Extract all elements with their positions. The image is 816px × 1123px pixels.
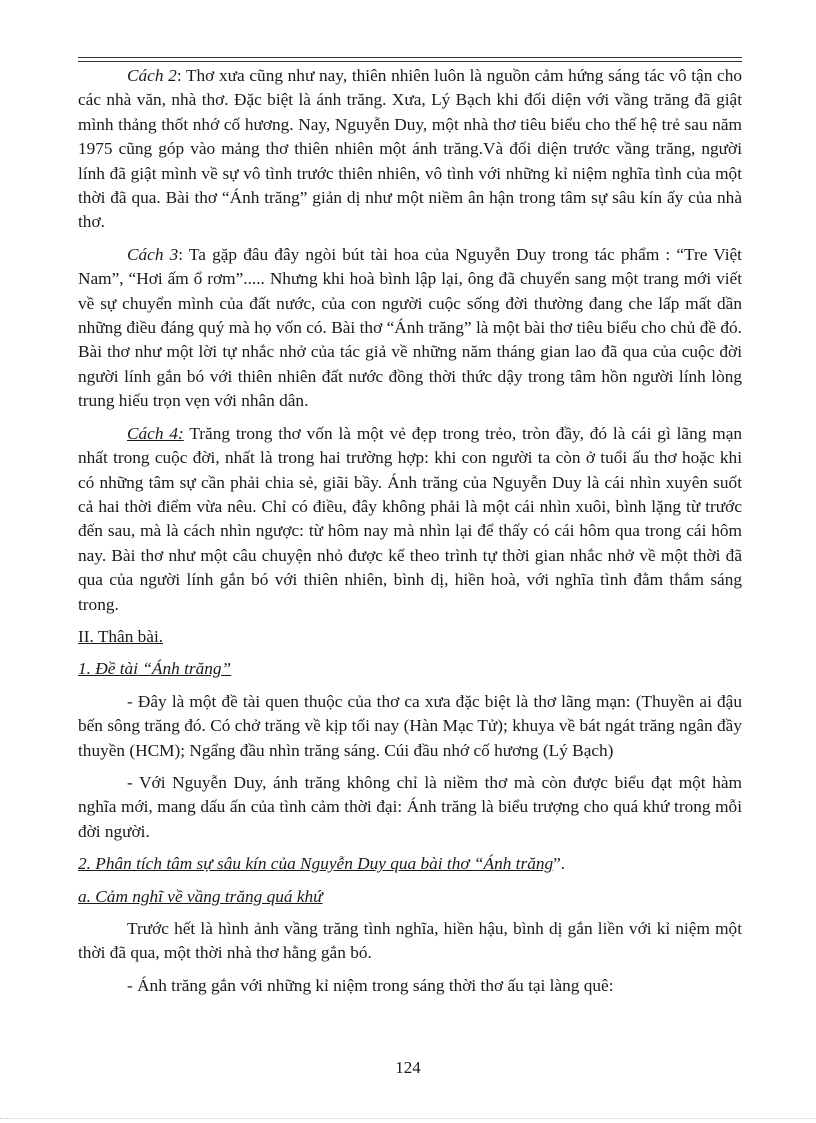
paragraph-cach-2 xyxy=(78,64,742,235)
sub-heading-analysis: 2. Phân tích tâm sự sâu kín của Nguyễn Duy qua bài thơ “Ánh trăng”. xyxy=(78,854,566,874)
paragraph-lead: Cách 4: xyxy=(127,423,184,443)
paragraph-childhood: - Ánh trăng gắn với những kỉ niệm trong sáng thời thơ ấu tại làng quê: xyxy=(127,975,614,995)
paragraph-text: Trăng trong thơ vốn là một vẻ đẹp trong trẻo, tròn đầy, đó là cái gì lãng mạn nhất trong cuộc đời, nhất là trong hai trường hợp: khi con người ta còn ở tuổi ấu thơ hoặc khi có những tâm sự cần phải chia sẻ, giãi bầy. Ánh trăng của Nguyễn Duy là cái nhìn xuyên suốt cả hai thời điểm vừa nêu. Chỉ có điều, đây không phải là một cái nhìn xuôi, bình lặng từ trước đến sau, mà là cách nhìn ngược: từ hôm nay mà nhìn lại để thấy có cái hôm qua trong cái hôm nay. Bài thơ như một câu chuyện nhỏ được kể theo trình tự thời gian nhắc nhở về một thời đã qua của người lính gắn bó với thiên nhiên, bình dị, hiền hoà, với nghĩa tình đằm thắm sáng trong. xyxy=(78,423,743,614)
paragraph-cach-3 xyxy=(78,243,742,414)
paragraph-topic-2: - Với Nguyễn Duy, ánh trăng không chỉ là niềm thơ mà còn được biểu đạt một hàm nghĩa mới, mang dấu ấn của tình cảm thời đại: Ánh trăng là biểu trượng cho quá khứ trong mỗi đời người. xyxy=(78,772,742,841)
page-body xyxy=(78,64,742,1006)
paragraph-lead: Cách 3 xyxy=(127,244,179,264)
header-rule-top xyxy=(78,57,742,58)
paragraph-topic-1: - Đây là một đề tài quen thuộc của thơ ca xưa đặc biệt là thơ lãng mạn: (Thuyền ai đậu bến sông trăng đó. Có chở trăng về kịp tối nay (Hàn Mạc Tử); khuya về bát ngát trăng ngân đầy thuyền (HCM); Ngẩng đầu nhìn trăng sáng. Cúi đầu nhớ cố hương (Lý Bạch) xyxy=(78,691,742,760)
paragraph-text: : Thơ xưa cũng như nay, thiên nhiên luôn là nguồn cảm hứng sáng tác vô tận cho các nhà văn, nhà thơ. Đặc biệt là ánh trăng. Xưa, Lý Bạch khi đối diện với vầng trăng đã giật mình thảng thốt nhớ cố hương. Nay, Nguyễn Duy, một nhà thơ tiêu biểu cho thế hệ trẻ sau năm 1975 cũng góp vào mảng thơ thiên nhiên một ánh trăng.Và đối diện trước vầng trăng, người lính đã giật mình về sự vô tình trước thiên nhiên, vô tình với những kỉ niệm nghĩa tình của một thời đã qua. Bài thơ “Ánh trăng” giản dị như một niềm ân hận trong tâm sự sâu kín ấy của nhà thơ. xyxy=(78,66,742,232)
paragraph-cach-4 xyxy=(78,422,742,617)
sub-heading-topic: 1. Đề tài “Ánh trăng” xyxy=(78,659,232,679)
paragraph-lead: Cách 2 xyxy=(127,66,177,85)
paragraph-text: : Ta gặp đâu đây ngòi bút tài hoa của Nguyễn Duy trong tác phẩm : “Tre Việt Nam”, “Hơi ấm ổ rơm”..... Nhưng khi hoà bình lập lại, ông đã chuyển sang một trang mới viết về sự chuyển mình của đất nước, của con người cuộc sống đời thường đang che lấp mất dần những điều đáng quý mà họ vốn có. Bài thơ “Ánh trăng” là một bài thơ tiêu biểu cho chủ đề đó. Bài thơ như một lời tự nhắc nhở của tác giả về những năm tháng gian lao đã qua của cuộc đời người lính gắn bó với thiên nhiên đất nước đồng thời thức dậy trong tâm hồn người lính lòng trung hiếu trọn vẹn với nhân dân. xyxy=(78,244,742,411)
page-number: 124 xyxy=(395,1058,421,1077)
sub-heading-past-moon: a. Cảm nghĩ về vầng trăng quá khứ xyxy=(78,886,323,906)
header-rule-bottom xyxy=(78,61,742,62)
paragraph-past-moon: Trước hết là hình ảnh vầng trăng tình nghĩa, hiền hậu, bình dị gắn liền với kỉ niệm một thời đã qua, một thời nhà thơ hằng gắn bó. xyxy=(78,919,742,963)
page-bottom-dotted-border xyxy=(0,1118,816,1119)
section-heading: II. Thân bài. xyxy=(78,626,164,646)
